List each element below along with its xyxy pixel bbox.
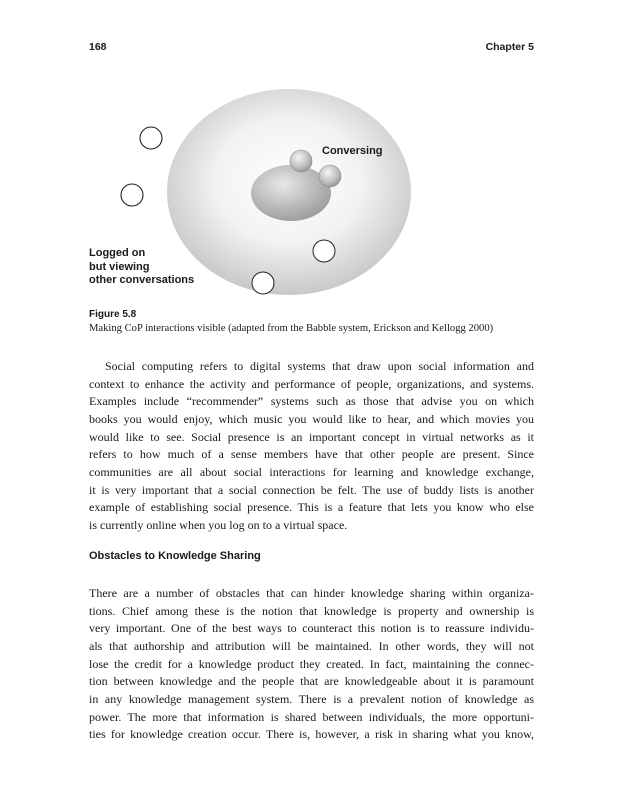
conversing-participant-dot — [319, 165, 341, 187]
paragraph-line: Examples include “recommender” systems such as those that advise you on which — [89, 394, 534, 409]
figure-caption-text: Making CoP interactions visible (adapted from the Babble system, Erickson and Kellogg 2000) — [89, 323, 494, 334]
section-heading: Obstacles to Knowledge Sharing — [89, 550, 261, 562]
babble-figure — [0, 0, 622, 310]
logged-on-label — [89, 247, 194, 288]
paragraph-line: in any knowledge management system. There is a prevalent notion of knowledge as — [89, 691, 534, 706]
paragraph-line: There are a number of obstacles that can hinder knowledge sharing within organiza- — [89, 586, 534, 600]
paragraph-line: would like to see. Social presence is an important concept in virtual networks as it — [89, 429, 534, 444]
paragraph-line: tions. Chief among these is the notion that knowledge is property and ownership is — [89, 603, 534, 618]
outside-participant-dot — [121, 184, 143, 206]
paragraph-line: context to enhance the activity and performance of people, organizations, and systems. — [89, 376, 534, 391]
conversing-participant-dot — [290, 150, 312, 172]
body-paragraph-social-computing — [89, 358, 534, 535]
paragraph-line: tion between knowledge and the people that are knowledgeable about it is paramount — [89, 674, 534, 689]
paragraph-line: power. The more that information is shared between individuals, the more opportuni- — [89, 709, 534, 724]
body-paragraph-obstacles — [89, 585, 534, 744]
paragraph-line: lose the credit for a knowledge product they created. In fact, maintaining the connec- — [89, 656, 534, 671]
paragraph-line: example of establishing social presence. This is a feature that lets you know who else — [89, 500, 534, 515]
figure-caption-title: Figure 5.8 — [89, 309, 137, 320]
paragraph-line: it is very important that a social connection be felt. The use of buddy lists is another — [89, 482, 534, 497]
logged-on-label-line: other conversations — [89, 274, 195, 286]
chapter-title: Chapter 5 — [485, 41, 534, 53]
paragraph-line: refers to how much of a sense members have that other people are present. Since — [89, 447, 534, 462]
paragraph-line: Social computing refers to digital systems that draw upon social information and — [105, 359, 534, 373]
paragraph-line: communities are all about social interactions for learning and knowledge exchange, — [89, 464, 534, 479]
edge-participant-dot — [313, 240, 335, 262]
paragraph-line: very important. One of the best ways to counteract this notion is to reassure individu- — [89, 621, 534, 636]
paragraph-line: is currently online when you log on to a virtual space. — [89, 517, 348, 532]
edge-participant-dot — [252, 272, 274, 294]
page-number: 168 — [89, 41, 107, 53]
conversation-center-ellipse — [251, 165, 331, 221]
paragraph-line: als that authorship and attribution will be maintained. In other words, they will not — [89, 638, 534, 653]
conversing-label: Conversing — [322, 145, 383, 157]
logged-on-label-line: but viewing — [89, 260, 150, 273]
paragraph-line: ties for knowledge creation occur. There is, however, a risk in sharing what you know, — [89, 727, 534, 742]
logged-on-label-line: Logged on — [89, 247, 146, 259]
paragraph-line: books you would enjoy, which music you would like to hear, and which movies you — [89, 411, 534, 426]
outside-participant-dot — [140, 127, 162, 149]
